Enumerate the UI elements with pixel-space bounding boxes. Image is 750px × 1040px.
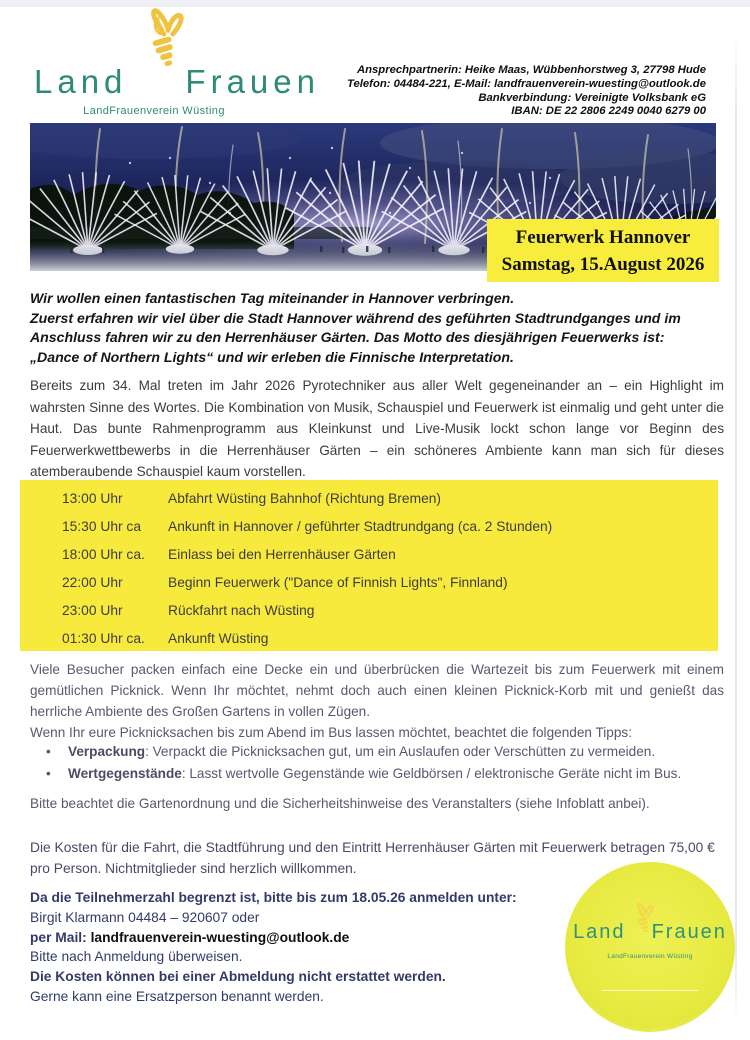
footer-logo-wordmark [573, 921, 727, 944]
deadline-date: 18.05.26 [351, 890, 406, 905]
tip-label: Verpackung [68, 744, 146, 759]
contact-line: Telefon: 04484-221, E-Mail: landfrauenverein-wuesting@outlook.de [347, 77, 706, 90]
schedule-time: 13:00 Uhr [62, 490, 123, 506]
costs-paragraph: Die Kosten für die Fahrt, die Stadtführung und den Eintritt Herrenhäuser Gärten mit Feuerwerk betragen 75,00 € pro Person. Nichtmitglieder sind herzlich willkommen. [30, 840, 715, 876]
schedule-activity: Rückfahrt nach Wüsting [168, 602, 315, 618]
schedule-row [20, 624, 718, 652]
mail-label: per Mail: [30, 929, 91, 945]
contact-line: IBAN: DE 22 2806 2249 0040 6279 00 [511, 105, 706, 118]
deadline-line: Da die Teilnehmerzahl begrenzt ist, bitte bis zum 18.05.26 anmelden unter: [30, 890, 517, 905]
schedule-activity: Einlass bei den Herrenhäuser Gärten [168, 546, 396, 562]
schedule-row [20, 484, 718, 512]
schedule-row [20, 568, 718, 596]
tips-list [46, 741, 722, 784]
schedule-table [20, 480, 718, 651]
intro-line: „Dance of Northern Lights“ und wir erleben die Finnische Interpretation. [30, 348, 514, 365]
schedule-activity: Ankunft Wüsting [168, 631, 269, 647]
logo-text-frauen: Frauen [185, 63, 320, 100]
footer-logo-text-land: Land [573, 921, 626, 943]
contact-line: Ansprechpartnerin: Heike Maas, Wübbenhorstweg 3, 27798 Hude [356, 64, 706, 76]
intro-line: Wir wollen einen fantastischen Tag miteinander in Hannover verbringen. [30, 290, 515, 306]
substitute-note: Gerne kann eine Ersatzperson benannt werden. [30, 988, 324, 1004]
footer-logo-divider [602, 990, 698, 991]
registration-info [30, 888, 590, 1007]
schedule-activity: Beginn Feuerwerk ("Dance of Finnish Lights", Finnland) [168, 574, 508, 590]
mail-line [30, 928, 590, 948]
tip-item [46, 741, 722, 763]
tip-text: : Lasst wertvolle Gegenstände wie Geldbörsen / elektronische Geräte nicht im Bus. [181, 765, 682, 781]
garden-rules-note: Bitte beachtet die Gartenordnung und die Sicherheitshinweise des Veranstalters (siehe Infoblatt anbei). [30, 796, 650, 811]
schedule-activity: Abfahrt Wüsting Bahnhof (Richtung Bremen) [168, 490, 442, 506]
scan-edge-strip [0, 0, 750, 7]
description-paragraph: Bereits zum 34. Mal treten im Jahr 2026 Pyrotechniker aus aller Welt gegeneinander an – ein Highlight im wahrsten Sinne des Wortes. Die Kombination von Musik, Schauspiel und Feuerwerk ist einmalig und geht unter die Haut. Das bunte Rahmenprogramm aus Kleinkunst und Live-Musik lockt schon lange vor Beginn des Feuerwerkwettbewerbs in die Herrenhäuser Gärten – ein schöneres Ambiente kann man sich für dieses atemberaubende Schauspiel kaum vorstellen. [30, 378, 724, 480]
intro-paragraph [30, 289, 742, 367]
event-title: Feuerwerk Hannover [515, 226, 691, 248]
footer-logo-text-frauen: Frauen [651, 921, 727, 943]
schedule-row [20, 596, 718, 624]
logo-text-land: Land [34, 63, 128, 100]
email-address: landfrauenverein-wuesting@outlook.de [90, 929, 350, 945]
tip-label: Wertgegenstände [68, 765, 182, 781]
landfrauen-logo [34, 34, 320, 117]
bullet-dot: • [46, 765, 51, 781]
logo-wordmark [34, 63, 320, 100]
schedule-row [20, 512, 718, 540]
logo-subtitle: LandFrauenverein Wüsting [83, 105, 225, 117]
schedule-activity: Ankunft in Hannover / geführter Stadtrundgang (ca. 2 Stunden) [168, 518, 553, 534]
schedule-time: 23:00 Uhr [62, 602, 123, 618]
schedule-time: 15:30 Uhr ca [62, 518, 141, 534]
contact-info [347, 64, 706, 119]
intro-line: Zuerst erfahren wir viel über die Stadt Hannover während des geführten Stadtrundganges und im [30, 309, 681, 326]
footer-logo [565, 862, 735, 1032]
event-date: Samstag, 15.August 2026 [501, 253, 705, 275]
page-edge-line [735, 30, 737, 1030]
footer-logo-subtitle: LandFrauenverein Wüsting [607, 953, 693, 960]
phone-line: Birgit Klarmann 04484 – 920607 oder [30, 909, 260, 925]
event-title-box [487, 219, 719, 282]
bullet-dot: • [46, 744, 51, 759]
schedule-time: 22:00 Uhr [62, 574, 123, 590]
tip-item [46, 763, 722, 785]
schedule-time: 01:30 Uhr ca. [62, 631, 145, 647]
schedule-row [20, 540, 718, 568]
intro-line: Anschluss fahren wir zu den Herrenhäuser Gärten. Das Motto des diesjährigen Feuerwerks ist: [30, 329, 665, 346]
schedule-time: 18:00 Uhr ca. [62, 546, 145, 562]
contact-line: Bankverbindung: Vereinigte Volksbank eG [478, 91, 706, 104]
refund-note: Die Kosten können bei einer Abmeldung nicht erstattet werden. [30, 969, 446, 985]
tip-text: : Verpackt die Picknicksachen gut, um ein Auslaufen oder Verschütten zu vermeiden. [145, 744, 656, 759]
transfer-note: Bitte nach Anmeldung überweisen. [30, 949, 243, 965]
picnic-tips-intro: Wenn Ihr eure Picknicksachen bis zum Abend im Bus lassen möchtet, beachtet die folgenden Tipps: [30, 725, 632, 740]
picnic-paragraph: Viele Besucher packen einfach eine Decke ein und überbrücken die Wartezeit bis zum Feuerwerk mit einem gemütlichen Picknick. Wenn Ihr möchtet, nehmt doch auch einen kleinen Picknick-Korb mit und genießt das herrliche Ambiente des Großen Gartens in vollen Zügen. [30, 662, 724, 719]
bee-icon [629, 898, 659, 940]
picnic-section [30, 659, 724, 743]
